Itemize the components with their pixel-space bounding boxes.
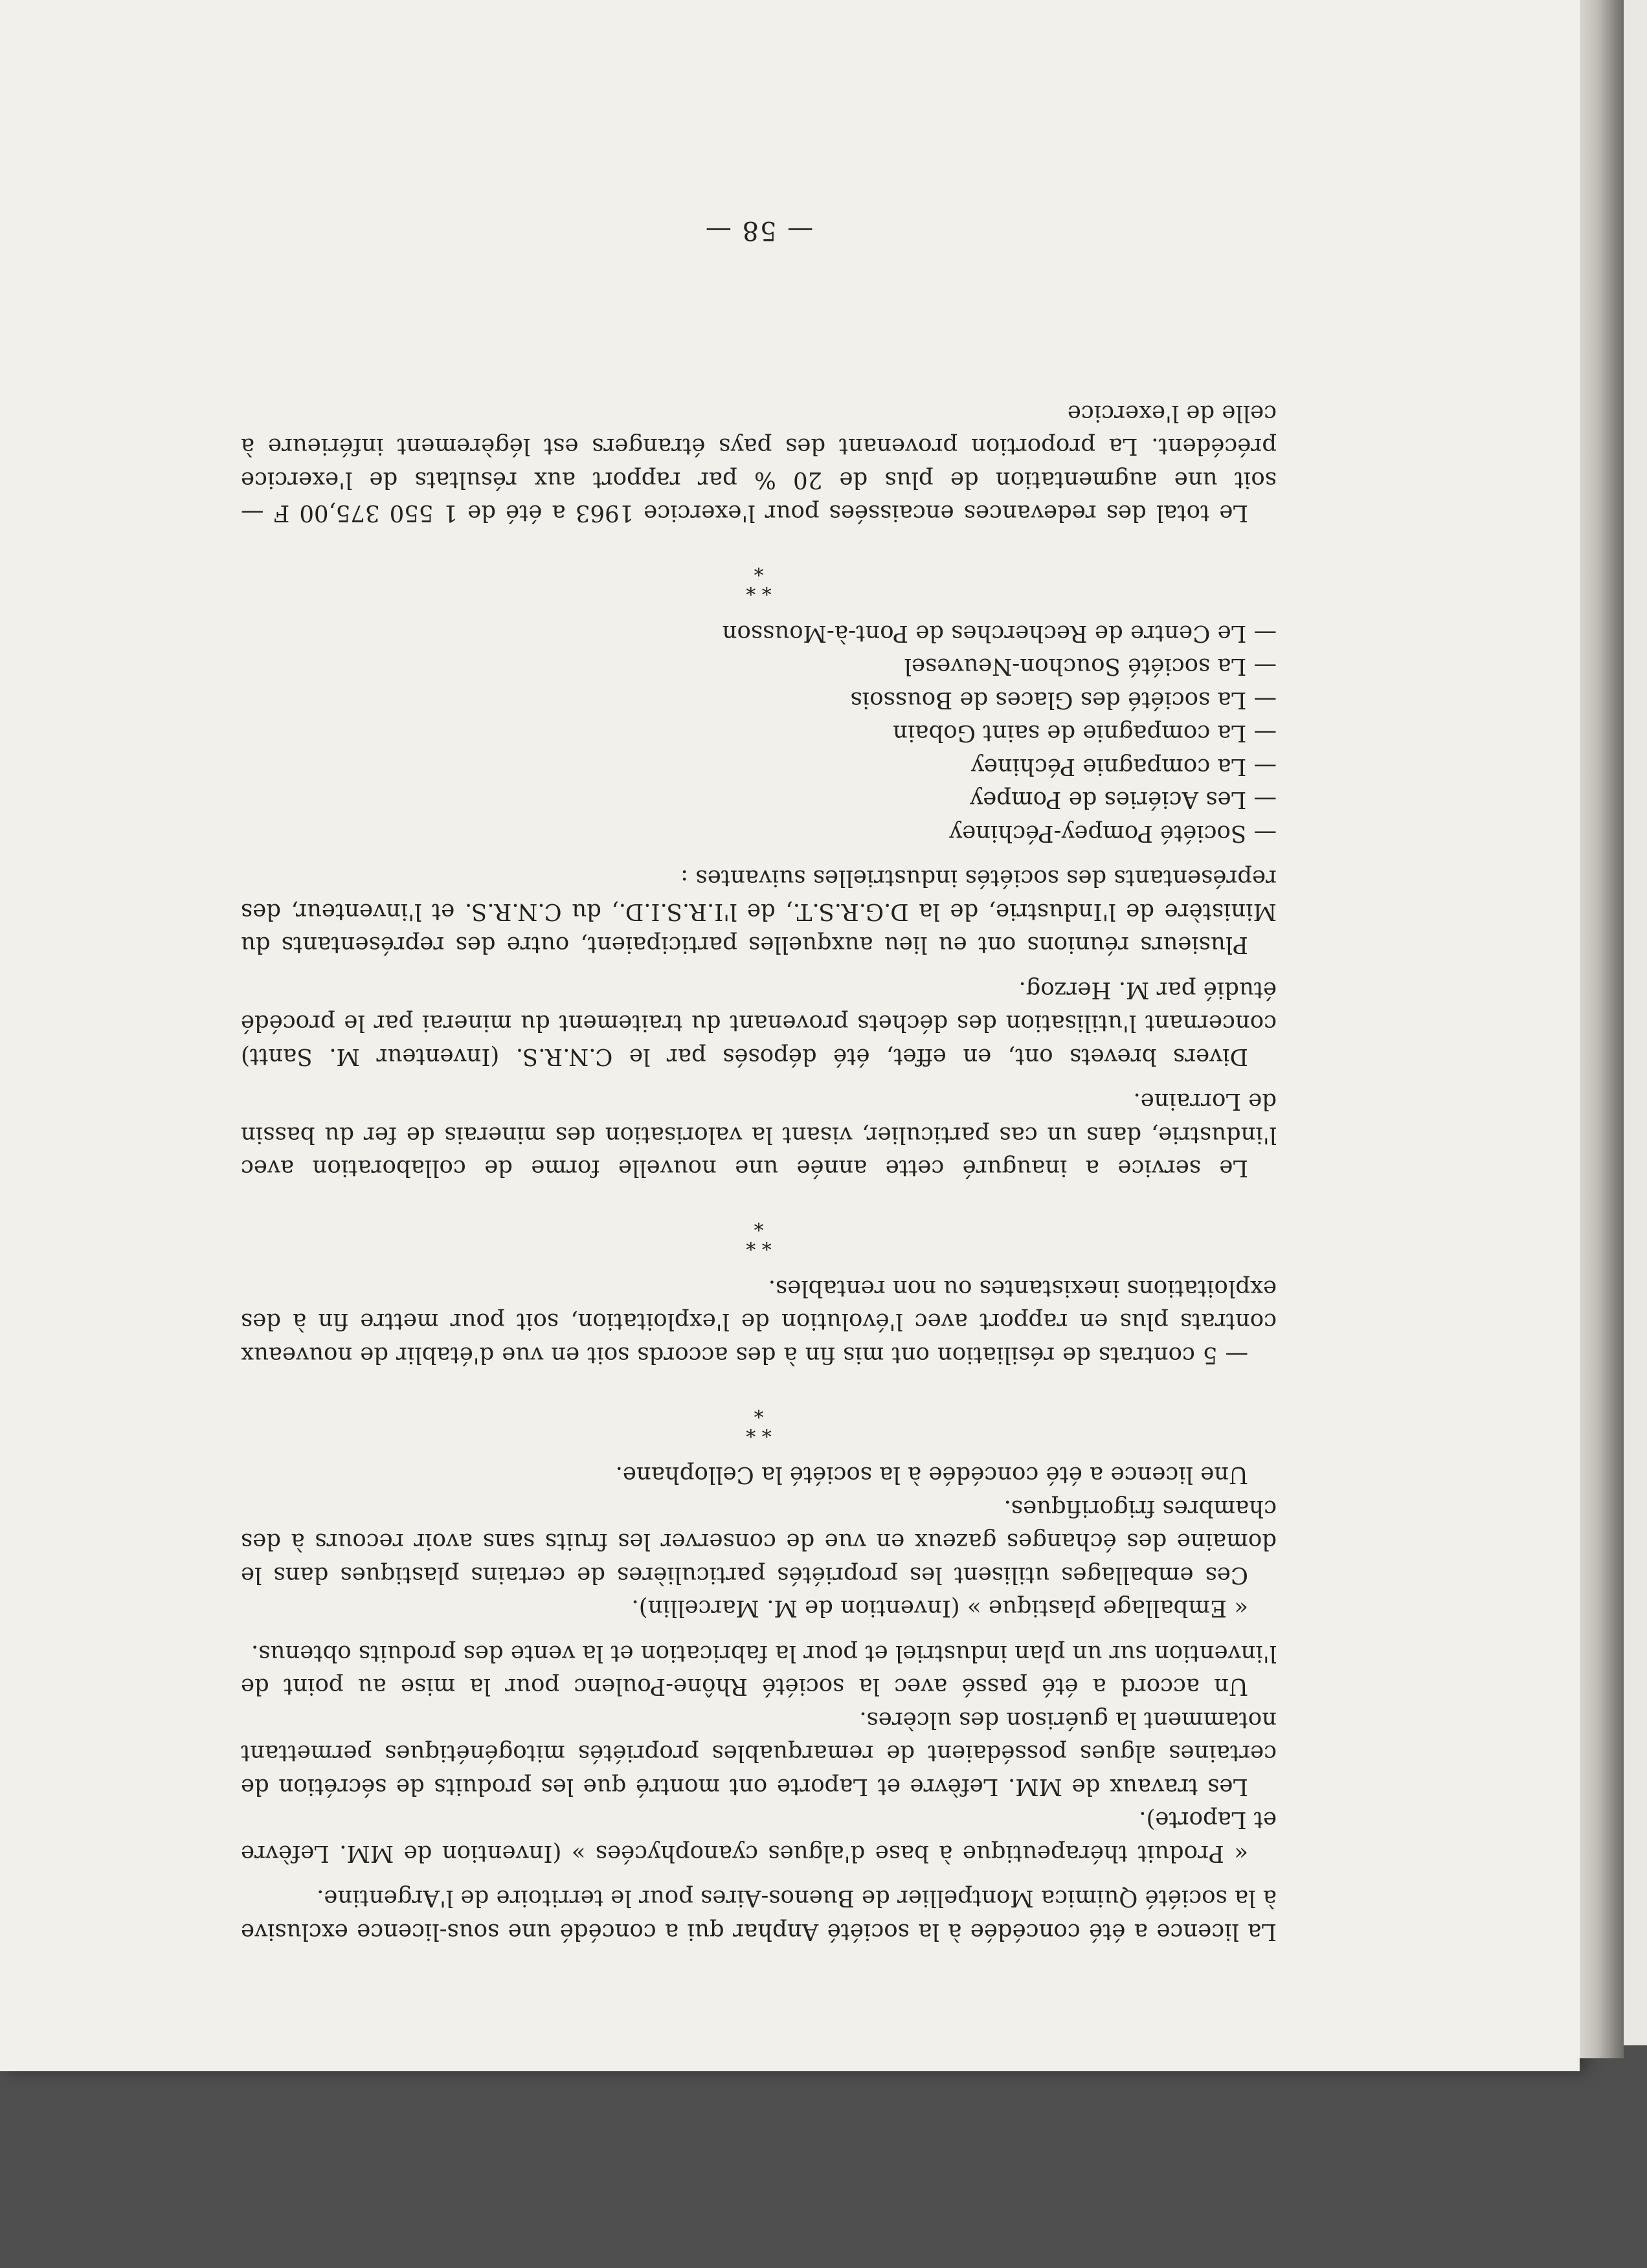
page-number: — 58 — bbox=[704, 216, 814, 246]
paragraph-emballages-utilisent: Ces emballages utilisent les propriétés particulières de certains plastiques dans le domaine des échanges gazeux en vue de conserver les fruits sans avoir recours à des chambres frigorifiques. bbox=[241, 1495, 1277, 1588]
section-separator-3 bbox=[241, 559, 1277, 597]
paragraph-brevets: Divers brevets ont, en effet, été déposés par le C.N.R.S. (Inventeur M. Santt) concernant l'utilisation des déchets provenant du traitement du minerai par le procédé étudié par M. Herzog. bbox=[241, 977, 1277, 1070]
section-separator-2 bbox=[241, 1214, 1277, 1252]
company-list-item: — La compagnie de saint Gobain bbox=[893, 720, 1277, 747]
asterism-3: * * * bbox=[746, 557, 772, 599]
company-list-item: — La société des Glaces de Boussois bbox=[850, 687, 1277, 713]
company-list-item: — La société Souchon-Neuvesel bbox=[904, 653, 1277, 680]
paragraph-reunions: Plusieurs réunions ont eu lieu auxquelles participaient, outre des représentants du Ministère de l'Industrie, de la D.G.R.S.T., de l'I.R.S.I.D., du C.N.R.S. et l'inventeur, des représentants des sociétés industrielles suivantes : bbox=[241, 865, 1277, 959]
paragraph-accord-rhone-poulenc: Un accord a été passé avec la société Rhône-Poulenc pour la mise au point de l'invention sur un plan industriel et pour la fabrication et la vente des produits obtenus. bbox=[241, 1640, 1277, 1700]
asterism-1: * * * bbox=[746, 1399, 772, 1441]
paragraph-licence-anphar: La licence a été concédée à la société Anphar qui a concédé une sous-licence exclusive à la société Quimica Montpellier de Buenos-Aires pour le territoire de l'Argentine. bbox=[241, 1885, 1277, 1945]
company-list-item: — La compagnie Péchiney bbox=[970, 753, 1277, 780]
paragraph-licence-cellophane: Une licence a été concédée à la société la Cellophane. bbox=[615, 1462, 1248, 1489]
paragraph-redevances: Le total des redevances encaissées pour l'exercice 1963 a été de 1 550 375,00 F — soit une augmentation de plus de 20 % par rapport aux résultats de l'exercice précédent. La proportion provenant des pays étrangers est légèrement inférieure à celle de l'exercice bbox=[241, 400, 1277, 527]
paragraph-service-inaugure: Le service a inauguré cette année une nouvelle forme de collaboration avec l'industrie, dans un cas particulier, visant la valorisation des minerais de fer du bassin de Lorraine. bbox=[241, 1088, 1277, 1182]
company-list-item: — Société Pompey-Péchiney bbox=[949, 820, 1277, 847]
section-separator-1 bbox=[241, 1400, 1277, 1439]
page-content-rotated bbox=[241, 214, 1277, 1948]
paragraph-resiliation: — 5 contrats de résiliation ont mis fin à des accords soit en vue d'établir de nouveaux contrats plus en rapport avec l'évolution de l'exploitation, soit pour mettre fin à des exploitations inexistantes ou non rentables. bbox=[241, 1275, 1277, 1368]
company-list-item: — Le Centre de Recherches de Pont-à-Mousson bbox=[722, 620, 1277, 647]
paragraph-emballage-plastique: « Emballage plastique » (Invention de M. Marcellin). bbox=[631, 1595, 1248, 1622]
paper-edge bbox=[1580, 0, 1624, 2058]
paragraph-produit-therapeutique: « Produit thérapeutique à base d'algues cyanophycées » (Invention de MM. Lefèvre et Laporte). bbox=[241, 1807, 1277, 1867]
asterism-2: * * * bbox=[746, 1212, 772, 1254]
company-list-item: — Les Aciéries de Pompey bbox=[970, 786, 1277, 814]
paragraph-travaux: Les travaux de MM. Lefèvre et Laporte ont montré que les produits de sécrétion de certaines algues possédaient de remarquables propriétés mitogénétiques permettant notamment la guérison des ulcères. bbox=[241, 1707, 1277, 1800]
